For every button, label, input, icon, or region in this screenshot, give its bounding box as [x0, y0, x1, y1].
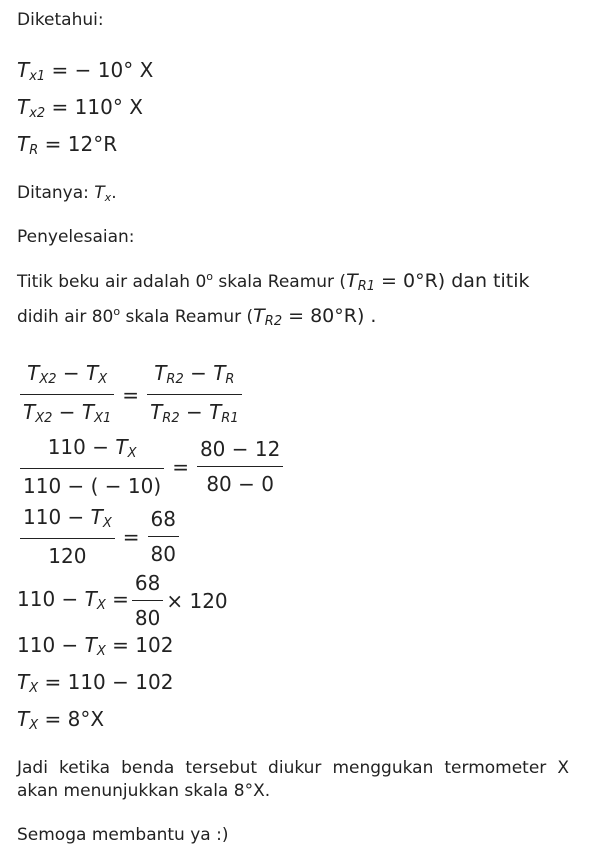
multiplier: × 120 [166, 588, 228, 613]
fraction [132, 570, 163, 631]
fraction-bar [197, 466, 283, 467]
value: = 110 − 102 [38, 670, 174, 694]
fraction-bar [20, 394, 114, 395]
operator: − [52, 400, 82, 424]
subscript: R [225, 372, 235, 387]
degree-superscript: o [206, 270, 214, 283]
equals-sign: = [122, 524, 140, 549]
explain-line-1 [17, 270, 530, 295]
numerator [20, 434, 164, 464]
var: T [17, 58, 30, 82]
subscript: x2 [29, 106, 46, 121]
text: 110 − [17, 633, 85, 657]
var: T [213, 361, 226, 385]
subscript: X1 [94, 411, 112, 426]
subscript: X [96, 597, 106, 613]
penyelesaian-heading: Penyelesaian: [17, 227, 135, 247]
equation-step-5 [17, 632, 173, 662]
subscript: R [29, 143, 39, 158]
fraction-bar [20, 538, 115, 539]
diketahui-heading: Diketahui: [17, 10, 104, 30]
var: T [115, 435, 128, 459]
period: . [111, 183, 117, 203]
text: skala Reamur ( [120, 307, 254, 327]
conclusion-paragraph [17, 757, 569, 803]
equation-step-6 [17, 669, 173, 699]
ditanya-line [17, 182, 117, 206]
subscript: X [29, 718, 39, 733]
denominator [147, 399, 242, 429]
fraction-rhs [197, 436, 283, 497]
var: T [81, 400, 95, 424]
var: T [17, 132, 30, 156]
var: T [209, 400, 222, 424]
equation-step-4 [17, 570, 228, 631]
equation-step-7 [17, 706, 104, 736]
text: = 80°R) . [282, 305, 377, 327]
text: 110 − [23, 505, 91, 529]
fraction-rhs [147, 360, 242, 429]
numerator: 68 [150, 507, 176, 531]
ditanya-label: Ditanya: [17, 183, 95, 203]
subscript: X [98, 372, 108, 387]
equation-step-1 [17, 360, 245, 429]
subscript: X [102, 516, 112, 531]
equals-sign: = [105, 586, 129, 611]
text: Titik beku air adalah 0 [17, 272, 207, 292]
text [17, 586, 129, 616]
fraction-bar [148, 536, 179, 537]
equation-step-2 [17, 434, 286, 499]
var: T [86, 361, 99, 385]
subscript: R1 [357, 279, 375, 294]
fraction-bar [147, 394, 242, 395]
denominator: 80 − 0 [206, 472, 274, 496]
fraction-rhs [148, 506, 179, 567]
var: T [17, 95, 30, 119]
equals-sign: = [122, 382, 140, 407]
subscript: R1 [221, 411, 239, 426]
var: T [90, 505, 103, 529]
var: T [27, 361, 40, 385]
given-tr [17, 131, 117, 161]
numerator: 68 [134, 571, 161, 595]
value: = 8°X [38, 707, 105, 731]
text: 110 − [17, 586, 85, 611]
var: T [94, 183, 105, 203]
given-tx2 [17, 94, 143, 124]
var: T [346, 270, 358, 292]
text: didih air 80 [17, 307, 114, 327]
denominator: 120 [48, 544, 87, 568]
denominator: 110 − ( − 10) [23, 474, 162, 498]
value: = 12°R [44, 132, 118, 156]
value: = − 10° X [51, 58, 154, 82]
conclusion-line-2: akan menunjukkan skala 8°X. [17, 781, 271, 801]
given-tx1 [17, 57, 153, 87]
closing-text: Semoga membantu ya :) [17, 825, 229, 845]
operator: − [183, 361, 214, 385]
fraction-bar [132, 600, 163, 601]
var: T [253, 305, 265, 327]
fraction-lhs [20, 504, 115, 569]
text: = 0°R) dan titik [375, 270, 530, 292]
subscript: x [104, 191, 112, 204]
numerator [147, 360, 242, 390]
fraction-lhs [20, 434, 164, 499]
var: T [17, 670, 30, 694]
value: = 110° X [51, 95, 143, 119]
numerator: 80 − 12 [199, 437, 281, 461]
fraction-bar [20, 468, 164, 469]
numerator [20, 504, 115, 534]
operator: − [179, 400, 210, 424]
subscript: X [96, 644, 106, 659]
degree-superscript: o [113, 305, 121, 318]
var: T [150, 400, 163, 424]
var: T [23, 400, 36, 424]
subscript: x1 [29, 69, 46, 84]
var: T [154, 361, 167, 385]
var: T [17, 707, 30, 731]
equals-sign: = [172, 454, 189, 479]
subscript: R2 [264, 314, 283, 329]
denominator [20, 399, 114, 429]
fraction-lhs [20, 360, 114, 429]
subscript: R2 [166, 372, 184, 387]
subscript: X [127, 446, 137, 461]
subscript: X2 [35, 411, 53, 426]
conclusion-line-1: Jadi ketika benda tersebut diukur menggukan termometer X [17, 758, 569, 778]
subscript: X2 [39, 372, 57, 387]
text: 110 − [47, 435, 116, 459]
explain-line-2 [17, 305, 376, 330]
subscript: R2 [162, 411, 180, 426]
var: T [84, 586, 97, 611]
subscript: X [29, 681, 39, 696]
operator: − [56, 361, 87, 385]
text: skala Reamur ( [213, 272, 347, 292]
numerator [20, 360, 114, 390]
denominator: 80 [134, 606, 161, 630]
denominator: 80 [150, 542, 176, 566]
value: = 102 [105, 633, 174, 657]
equation-step-3 [17, 504, 182, 569]
var: T [84, 633, 97, 657]
